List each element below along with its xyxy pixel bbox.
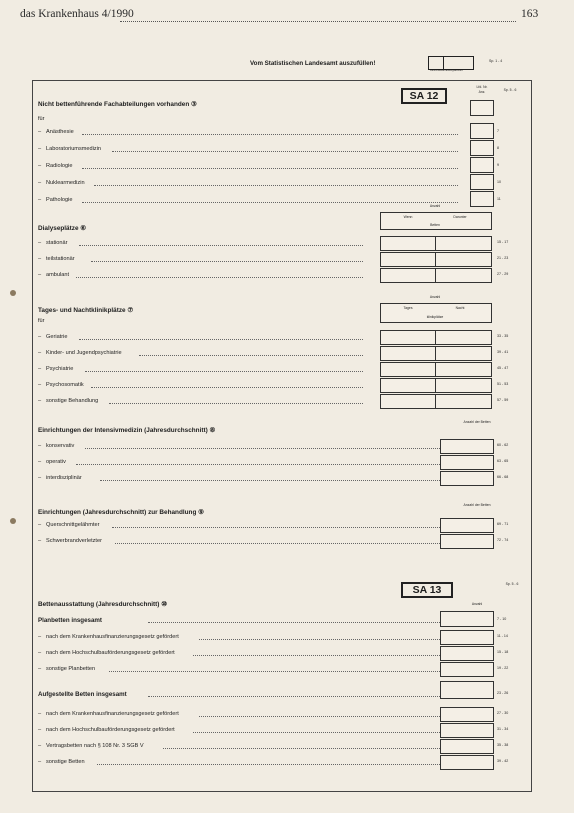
- col-code-right: 15 - 18: [497, 650, 509, 654]
- row-dash: –: [38, 398, 42, 404]
- col-code-right: 57 - 59: [497, 398, 509, 402]
- row-dash: –: [38, 256, 42, 262]
- sa12-col-label: Sp. 5 - 6: [503, 88, 517, 92]
- dot-leader: [163, 748, 448, 749]
- col-code-right: 60 - 62: [497, 443, 509, 447]
- binder-hole: [10, 290, 16, 296]
- s1-title: Nicht bettenführende Fachabteilungen vorhanden ③: [38, 101, 197, 108]
- col-code-right: 39 - 41: [497, 350, 509, 354]
- entry-box[interactable]: [440, 723, 494, 738]
- col-code-right: 27 - 30: [497, 711, 509, 715]
- row-label: teilstationär: [46, 256, 75, 262]
- s3-cap-top: Anzahl: [429, 295, 441, 299]
- row-label: Psychiatrie: [46, 366, 74, 372]
- row-dash: –: [38, 759, 42, 765]
- sa12-head-cap2: Anz.: [478, 90, 486, 94]
- row-dash: –: [38, 334, 42, 340]
- row-label: nach dem Hochschulbauförderungsgesetz gefördert: [46, 650, 175, 656]
- s2-cap-b: Darunter: [453, 215, 467, 219]
- dot-leader: [193, 655, 448, 656]
- entry-box[interactable]: [440, 455, 494, 470]
- journal-title: das Krankenhaus 4/1990: [20, 8, 134, 20]
- col-code-right: 7: [497, 129, 499, 133]
- col-code-right: 33 - 35: [497, 334, 509, 338]
- row-label: nach dem Krankenhausfinanzierungsgesetz gefördert: [46, 711, 179, 717]
- col-code-right: 21 - 23: [497, 256, 509, 260]
- col-code-right: 31 - 34: [497, 727, 509, 731]
- entry-box[interactable]: [380, 378, 437, 393]
- row-label: Planbetten insgesamt: [38, 617, 102, 624]
- s3-cap-b: Nacht: [455, 306, 465, 310]
- row-dash: –: [38, 475, 42, 481]
- entry-box[interactable]: [440, 739, 494, 754]
- entry-box[interactable]: [435, 268, 492, 283]
- col-code-right: 39 - 42: [497, 759, 509, 763]
- row-label: ambulant: [46, 272, 70, 278]
- row-label: Psychosomatik: [46, 382, 84, 388]
- s2-cap-top: Anzahl: [429, 204, 441, 208]
- row-label: nach dem Krankenhausfinanzierungsgesetz gefördert: [46, 634, 179, 640]
- dot-leader: [82, 134, 458, 135]
- row-dash: –: [38, 743, 42, 749]
- dot-leader: [148, 622, 448, 623]
- row-dash: –: [38, 459, 42, 465]
- dot-leader: [94, 185, 458, 186]
- col-code-right: 69 - 71: [497, 522, 509, 526]
- s1-sub: für: [38, 116, 45, 122]
- row-dash: –: [38, 180, 42, 186]
- row-label: operativ: [46, 459, 66, 465]
- row-dash: –: [38, 163, 42, 169]
- entry-box[interactable]: [435, 394, 492, 409]
- entry-box[interactable]: [440, 471, 494, 486]
- row-label: sonstige Betten: [46, 759, 85, 765]
- col-code-right: 11: [497, 197, 501, 201]
- row-dash: –: [38, 538, 42, 544]
- entry-box[interactable]: [440, 518, 494, 533]
- entry-box[interactable]: [470, 157, 494, 173]
- col-code-right: 27 - 29: [497, 272, 509, 276]
- row-label: Schwerbrandverletzter: [46, 538, 102, 544]
- dot-leader: [76, 277, 363, 278]
- s4-cap: Anzahl der Betten: [463, 420, 491, 424]
- s3-sub: für: [38, 318, 45, 324]
- dot-leader: [109, 671, 448, 672]
- entry-box[interactable]: [440, 681, 494, 699]
- row-dash: –: [38, 727, 42, 733]
- col-code-right: 72 - 74: [497, 538, 509, 542]
- row-label: Aufgestellte Betten insgesamt: [38, 691, 127, 698]
- col-code-right: 11 - 14: [497, 634, 508, 638]
- dot-leader: [115, 543, 448, 544]
- dot-leader: [79, 245, 363, 246]
- s5-title: Einrichtungen (Jahresdurchschnitt) zur Behandlung ⑨: [38, 509, 204, 516]
- col-code-right: 8: [497, 146, 499, 150]
- entry-box[interactable]: [435, 236, 492, 251]
- col-code-right: 35 - 38: [497, 743, 509, 747]
- row-dash: –: [38, 146, 42, 152]
- col-code-right: 19 - 22: [497, 666, 509, 670]
- row-dash: –: [38, 366, 42, 372]
- entry-box[interactable]: [440, 755, 494, 770]
- dot-leader: [91, 261, 363, 262]
- row-label: sonstige Behandlung: [46, 398, 99, 404]
- entry-box[interactable]: [470, 191, 494, 207]
- row-label: Querschnittgelähmter: [46, 522, 100, 528]
- dot-leader: [193, 732, 448, 733]
- dot-leader: [82, 202, 458, 203]
- row-label: Nuklearmedizin: [46, 180, 85, 186]
- s2-cap-a: Wenn: [403, 215, 413, 219]
- entry-box[interactable]: [380, 268, 437, 283]
- entry-box[interactable]: [440, 646, 494, 661]
- col-code-right: 15 - 17: [497, 240, 509, 244]
- entry-box[interactable]: [380, 346, 437, 361]
- row-dash: –: [38, 272, 42, 278]
- col-code-right: 10: [497, 180, 501, 184]
- entry-box[interactable]: [435, 362, 492, 377]
- dot-leader: [79, 339, 363, 340]
- row-label: Radiologie: [46, 163, 73, 169]
- entry-box[interactable]: [440, 439, 494, 454]
- row-label: sonstige Planbetten: [46, 666, 96, 672]
- col-code-right: 66 - 68: [497, 475, 509, 479]
- sa12-badge: SA 12: [401, 88, 447, 104]
- col-code-right: 9: [497, 163, 499, 167]
- id-column-label: Sp. 1 - 4: [489, 59, 503, 63]
- row-label: Kinder- und Jugendpsychiatrie: [46, 350, 122, 356]
- row-dash: –: [38, 666, 42, 672]
- entry-box[interactable]: [440, 662, 494, 677]
- state-office-note: Vom Statistischen Landesamt auszufüllen!: [250, 60, 376, 67]
- s5-cap: Anzahl der Betten: [463, 503, 491, 507]
- entry-box[interactable]: [470, 123, 494, 139]
- sa13-col-label: Sp. 5 - 6: [505, 582, 519, 586]
- dot-leader: [112, 527, 448, 528]
- dot-leader: [139, 355, 363, 356]
- header-rule: [120, 21, 516, 22]
- sa12-head-box[interactable]: [470, 100, 494, 116]
- s2-cap-c: Betten: [430, 223, 440, 227]
- s3-cap-c: klinikplätze: [426, 315, 444, 319]
- row-label: stationär: [46, 240, 68, 246]
- row-label: nach dem Hochschulbauförderungsgesetz gefördert: [46, 727, 175, 733]
- row-label: interdisziplinär: [46, 475, 82, 481]
- entry-box[interactable]: [440, 630, 494, 645]
- dot-leader: [97, 764, 448, 765]
- s2-title: Dialyseplätze ⑥: [38, 225, 86, 232]
- s3-cap-a: Tages: [403, 306, 413, 310]
- entry-box[interactable]: [435, 252, 492, 267]
- entry-box[interactable]: [440, 611, 494, 627]
- row-label: Vertragsbetten nach § 108 Nr. 3 SGB V: [46, 743, 144, 749]
- id-input[interactable]: [428, 56, 474, 70]
- dot-leader: [76, 464, 448, 465]
- sa13-cap: Anzahl: [471, 602, 483, 606]
- entry-box[interactable]: [380, 330, 437, 345]
- row-dash: –: [38, 522, 42, 528]
- dot-leader: [199, 639, 448, 640]
- dot-leader: [148, 696, 448, 697]
- dot-leader: [85, 371, 363, 372]
- page-number: 163: [521, 8, 539, 20]
- entry-box[interactable]: [435, 346, 492, 361]
- col-code-right: 51 - 53: [497, 382, 509, 386]
- row-dash: –: [38, 129, 42, 135]
- dot-leader: [82, 168, 458, 169]
- dot-leader: [85, 448, 448, 449]
- col-code-right: 63 - 65: [497, 459, 509, 463]
- row-label: Anästhesie: [46, 129, 74, 135]
- dot-leader: [91, 387, 363, 388]
- row-dash: –: [38, 634, 42, 640]
- s4-title: Einrichtungen der Intensivmedizin (Jahresdurchschnitt) ⑧: [38, 427, 216, 434]
- col-code-right: 7 - 10: [497, 617, 507, 621]
- row-dash: –: [38, 240, 42, 246]
- dot-leader: [100, 480, 448, 481]
- row-label: Laboratoriumsmedizin: [46, 146, 102, 152]
- row-dash: –: [38, 443, 42, 449]
- row-label: Geriatrie: [46, 334, 68, 340]
- sa13-badge: SA 13: [401, 582, 453, 598]
- entry-box[interactable]: [380, 362, 437, 377]
- entry-box[interactable]: [380, 394, 437, 409]
- sa12-head-cap1: Lfd. Nr.: [476, 85, 488, 89]
- page-header: [0, 8, 574, 26]
- row-label: konservativ: [46, 443, 75, 449]
- entry-box[interactable]: [380, 236, 437, 251]
- entry-box[interactable]: [440, 534, 494, 549]
- row-dash: –: [38, 650, 42, 656]
- entry-box[interactable]: [470, 174, 494, 190]
- col-code-right: 23 - 26: [497, 691, 509, 695]
- s3-title: Tages- und Nachtklinikplätze ⑦: [38, 307, 134, 314]
- entry-box[interactable]: [470, 140, 494, 156]
- dot-leader: [199, 716, 448, 717]
- entry-box[interactable]: [435, 378, 492, 393]
- row-dash: –: [38, 382, 42, 388]
- entry-box[interactable]: [440, 707, 494, 722]
- row-dash: –: [38, 350, 42, 356]
- col-code-right: 45 - 47: [497, 366, 509, 370]
- sa13-title: Bettenausstattung (Jahresdurchschnitt) ⑩: [38, 601, 167, 608]
- id-caption: Kennziffer/Erhebungseinheit: [430, 69, 463, 72]
- row-dash: –: [38, 197, 42, 203]
- binder-hole: [10, 518, 16, 524]
- entry-box[interactable]: [380, 252, 437, 267]
- entry-box[interactable]: [435, 330, 492, 345]
- row-label: Pathologie: [46, 197, 73, 203]
- row-dash: –: [38, 711, 42, 717]
- dot-leader: [112, 151, 458, 152]
- dot-leader: [109, 403, 363, 404]
